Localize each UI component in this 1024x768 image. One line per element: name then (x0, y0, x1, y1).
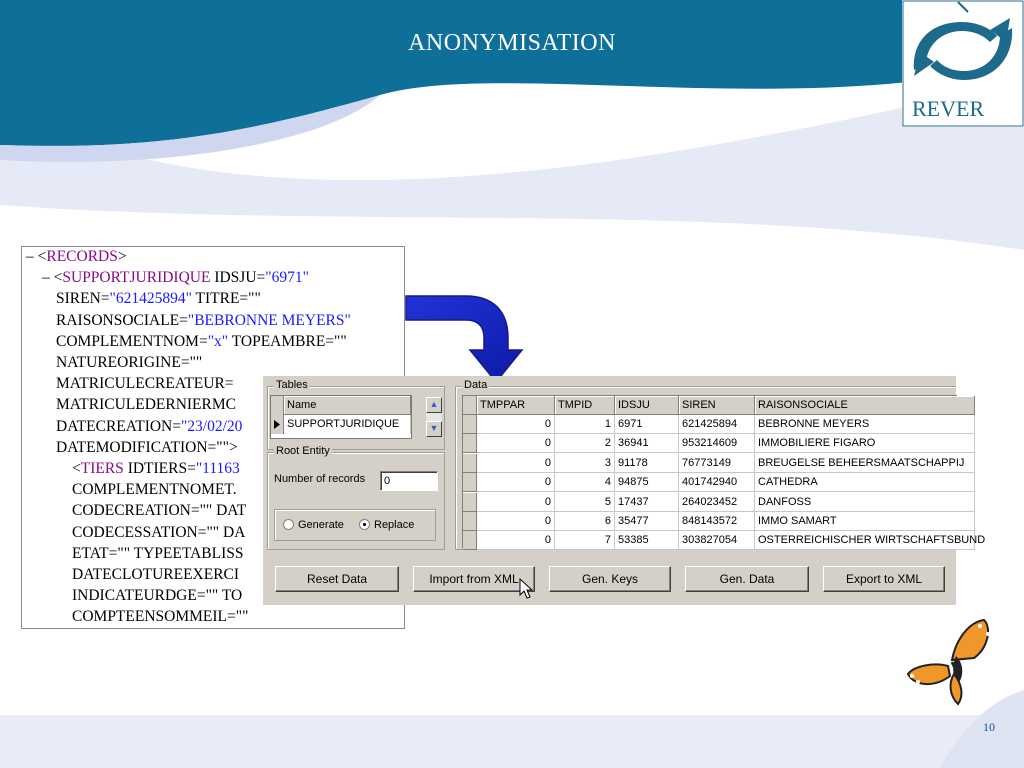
xml-attr-value: "BEBRONNE MEYERS" (187, 311, 351, 329)
slide-title: ANONYMISATION (408, 30, 616, 56)
row-selector[interactable] (463, 415, 477, 434)
data-group-label: Data (464, 379, 488, 391)
gen-data-button[interactable]: Gen. Data (685, 566, 809, 592)
xml-line (56, 417, 242, 437)
xml-line (56, 353, 202, 373)
grid-cell[interactable]: 1 (555, 415, 615, 434)
xml-line (56, 395, 236, 415)
row-indicator (271, 396, 284, 416)
grid-cell[interactable]: 0 (477, 434, 555, 453)
xml-line (72, 565, 239, 585)
xml-text: CODECREATION="" DAT (72, 502, 247, 520)
row-selector[interactable] (463, 454, 477, 473)
xml-attr-value: "x" (207, 332, 229, 350)
scrollbar-track[interactable] (426, 413, 442, 421)
logo-text: REVER (912, 96, 985, 121)
xml-line (72, 459, 240, 479)
grid-cell[interactable]: 94875 (615, 473, 679, 492)
records-input[interactable]: 0 (380, 471, 438, 491)
replace-radio-icon[interactable] (359, 519, 370, 530)
mode-radio-group (274, 509, 436, 541)
xml-attr-value: "621425894" (109, 290, 192, 308)
row-selector[interactable] (463, 512, 477, 531)
xml-text: < (72, 460, 81, 477)
tables-list[interactable] (270, 395, 412, 439)
row-selector[interactable] (463, 531, 477, 550)
grid-cell[interactable]: OSTERREICHISCHER WIRTSCHAFTSBUND (755, 531, 975, 550)
rever-logo (902, 0, 1024, 127)
xml-line (56, 311, 351, 331)
xml-text: NATUREORIGINE="" (56, 354, 203, 371)
current-row-arrow-icon (271, 415, 284, 434)
grid-cell[interactable]: 3 (555, 454, 615, 473)
grid-cell[interactable]: 621425894 (679, 415, 755, 434)
column-header[interactable]: RAISONSOCIALE (755, 396, 975, 415)
grid-cell[interactable]: 848143572 (679, 512, 755, 531)
root-entity-label: Root Entity (276, 445, 330, 457)
xml-text: MATRICULEDERNIERMC (56, 396, 236, 414)
xml-text: ETAT="" TYPEETABLISS (72, 544, 244, 562)
xml-attr-value: "6971" (265, 269, 309, 287)
column-header[interactable]: SIREN (679, 396, 755, 415)
xml-text: MATRICULECREATEUR= (56, 375, 234, 393)
grid-cell[interactable]: 264023452 (679, 493, 755, 512)
grid-cell[interactable]: 17437 (615, 493, 679, 512)
generator-window (263, 376, 986, 605)
replace-radio[interactable] (359, 519, 414, 531)
root-entity-group (267, 445, 445, 550)
grid-cell[interactable]: 4 (555, 473, 615, 492)
xml-text: – < (42, 269, 63, 287)
grid-cell[interactable]: CATHEDRA (755, 473, 975, 492)
xml-text: DATECREATION= (56, 417, 181, 435)
grid-cell[interactable]: 0 (477, 512, 555, 531)
xml-text: SIREN= (56, 290, 110, 308)
butterfly-icon (904, 618, 996, 710)
xml-line (56, 438, 238, 458)
grid-cell[interactable]: 0 (477, 493, 555, 512)
xml-text: CODECESSATION="" DA (72, 523, 246, 541)
grid-cell[interactable]: 2 (555, 434, 615, 453)
xml-text: RAISONSOCIALE= (56, 311, 188, 329)
grid-cell[interactable]: 76773149 (679, 454, 755, 473)
grid-cell[interactable]: IMMO SAMART (755, 512, 975, 531)
data-group (455, 379, 986, 550)
xml-text: > (117, 248, 127, 265)
grid-cell[interactable]: 36941 (615, 434, 679, 453)
grid-cell[interactable]: 0 (477, 531, 555, 550)
xml-text: TITRE="" (191, 290, 261, 308)
row-selector[interactable] (463, 434, 477, 453)
tables-column-header[interactable]: Name (284, 396, 411, 415)
page-number: 10 (983, 720, 995, 734)
grid-cell[interactable]: IMMOBILIERE FIGARO (755, 434, 975, 453)
xml-line (42, 268, 309, 288)
grid-cell[interactable]: 7 (555, 531, 615, 550)
xml-text: DATEMODIFICATION=""> (56, 438, 238, 456)
import-from-xml-button[interactable]: Import from XML (413, 566, 535, 592)
generate-label: Generate (298, 519, 344, 531)
grid-cell[interactable]: 401742940 (679, 473, 755, 492)
scroll-up-icon[interactable]: ▲ (426, 397, 442, 413)
grid-cell[interactable]: 53385 (615, 531, 679, 550)
xml-text: COMPTEENSOMMEIL="" (72, 608, 249, 626)
xml-text: COMPLEMENTNOMET. (72, 481, 237, 499)
generate-radio[interactable] (283, 519, 344, 531)
xml-line (72, 480, 237, 500)
export-to-xml-button[interactable]: Export to XML (823, 566, 945, 592)
xml-text: IDSJU= (210, 269, 266, 287)
row-selector[interactable] (463, 473, 477, 492)
grid-cell[interactable]: 0 (477, 473, 555, 492)
gen-keys-button[interactable]: Gen. Keys (549, 566, 671, 592)
reset-data-button[interactable]: Reset Data (275, 566, 399, 592)
xml-line (56, 374, 234, 394)
xml-attr-value: "11163 (195, 460, 240, 477)
xml-line (72, 607, 248, 627)
tables-group (267, 379, 445, 450)
xml-text: IDTIERS= (123, 460, 196, 477)
xml-line (56, 332, 347, 352)
xml-text: – < (26, 248, 47, 265)
grid-cell[interactable]: 91178 (615, 454, 679, 473)
bottom-band (0, 715, 1024, 768)
grid-cell[interactable]: 35477 (615, 512, 679, 531)
xml-line (72, 501, 246, 521)
grid-cell[interactable]: 953214609 (679, 434, 755, 453)
column-header[interactable]: TMPPAR (477, 396, 555, 415)
column-header[interactable]: IDSJU (615, 396, 679, 415)
xml-tag-name: RECORDS (46, 248, 118, 265)
table-item[interactable]: SUPPORTJURIDIQUE (284, 415, 411, 434)
grid-cell[interactable]: 0 (477, 415, 555, 434)
xml-attr-value: "23/02/20 (180, 417, 243, 435)
xml-line (56, 289, 261, 309)
grid-corner (463, 396, 477, 415)
tables-group-label: Tables (276, 379, 308, 391)
xml-text: INDICATEURDGE="" TO (72, 587, 243, 605)
mouse-cursor-icon (519, 578, 533, 600)
xml-line (72, 544, 243, 564)
xml-tag-name: SUPPORTJURIDIQUE (62, 269, 211, 287)
generate-radio-icon[interactable] (283, 519, 294, 530)
xml-tag-name: TIERS (80, 460, 124, 477)
xml-line (72, 523, 245, 543)
grid-cell[interactable]: 0 (477, 454, 555, 473)
xml-text: COMPLEMENTNOM= (56, 332, 208, 350)
data-grid[interactable] (462, 395, 986, 548)
xml-text: TOPEAMBRE="" (228, 332, 347, 350)
replace-label: Replace (374, 519, 415, 531)
grid-cell[interactable]: BEBRONNE MEYERS (755, 415, 975, 434)
grid-cell[interactable]: BREUGELSE BEHEERSMAATSCHAPPIJ (755, 454, 975, 473)
xml-text: DATECLOTUREEXERCI (72, 566, 240, 583)
column-header[interactable]: TMPID (555, 396, 615, 415)
grid-cell[interactable]: 6971 (615, 415, 679, 434)
scroll-down-icon[interactable]: ▼ (426, 421, 442, 437)
row-selector[interactable] (463, 493, 477, 512)
xml-line (26, 247, 127, 267)
grid-cell[interactable]: DANFOSS (755, 493, 975, 512)
grid-cell[interactable]: 6 (555, 512, 615, 531)
grid-cell[interactable]: 5 (555, 493, 615, 512)
records-label: Number of records (274, 473, 366, 485)
grid-cell[interactable]: 303827054 (679, 531, 755, 550)
xml-line (72, 586, 242, 606)
